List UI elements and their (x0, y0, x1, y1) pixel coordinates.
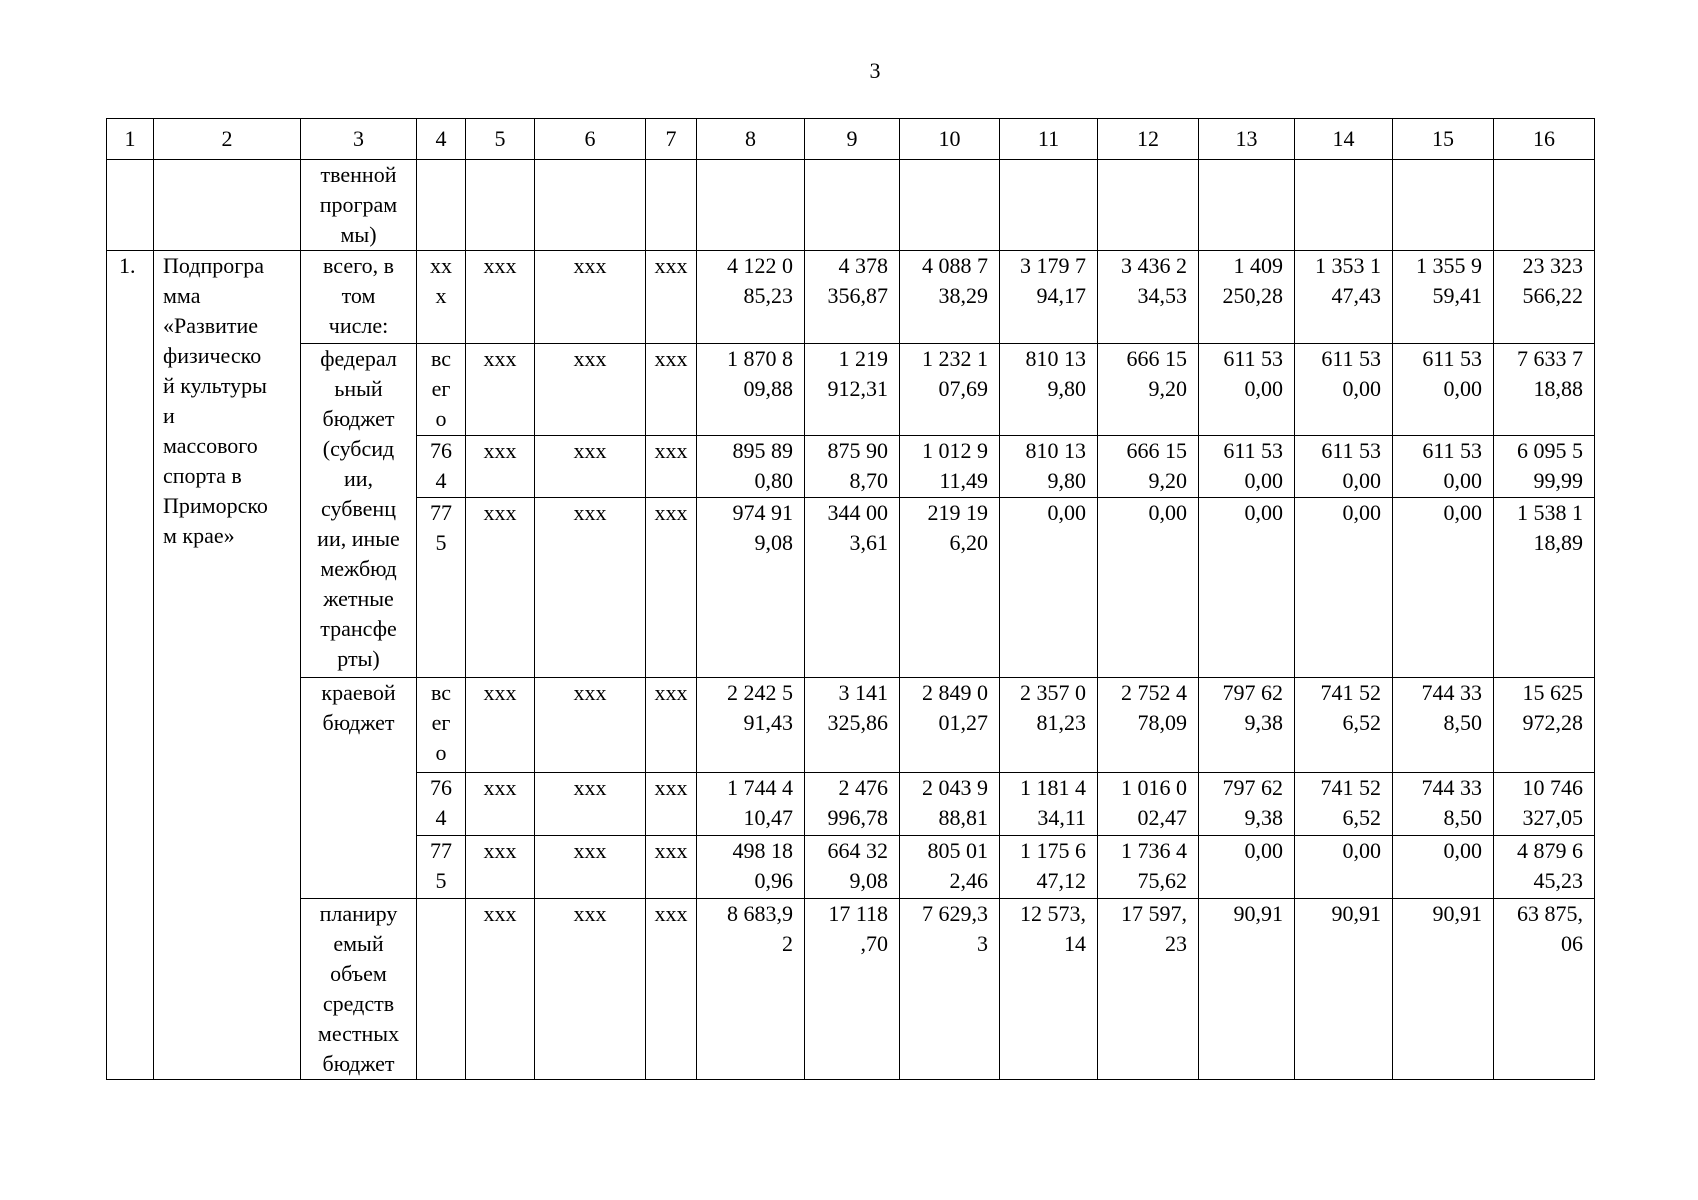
empty-cell (900, 160, 1000, 251)
amount-cell: 0,00 (1098, 498, 1199, 678)
amount-cell: 90,91 (1393, 899, 1494, 1080)
funding-source-cell: всего, в том числе: (301, 251, 417, 344)
amount-cell: 3 141 325,86 (805, 678, 900, 773)
placeholder-cell: ххх (466, 836, 535, 899)
placeholder-cell: ххх (535, 251, 646, 344)
placeholder-cell: ххх (466, 344, 535, 436)
placeholder-cell: ххх (646, 344, 697, 436)
funding-source-cell: федерал ьный бюджет (субсид ии, субвенц ии, иные межбюд жетные трансфе рты) (301, 344, 417, 678)
amount-cell: 805 01 2,46 (900, 836, 1000, 899)
amount-cell: 17 118 ,70 (805, 899, 900, 1080)
amount-cell: 611 53 0,00 (1295, 436, 1393, 498)
header-cell-14: 14 (1295, 119, 1393, 160)
amount-cell: 666 15 9,20 (1098, 436, 1199, 498)
placeholder-cell: ххх (535, 899, 646, 1080)
amount-cell: 875 90 8,70 (805, 436, 900, 498)
amount-cell: 2 849 0 01,27 (900, 678, 1000, 773)
amount-cell: 810 13 9,80 (1000, 344, 1098, 436)
amount-cell: 23 323 566,22 (1494, 251, 1595, 344)
amount-cell: 4 122 0 85,23 (697, 251, 805, 344)
amount-cell: 2 043 9 88,81 (900, 773, 1000, 836)
header-cell-10: 10 (900, 119, 1000, 160)
placeholder-cell: ххх (646, 773, 697, 836)
placeholder-cell: ххх (646, 836, 697, 899)
amount-cell: 1 353 1 47,43 (1295, 251, 1393, 344)
placeholder-cell: ххх (646, 899, 697, 1080)
header-cell-2: 2 (154, 119, 301, 160)
amount-cell: 611 53 0,00 (1199, 436, 1295, 498)
placeholder-cell: ххх (646, 498, 697, 678)
amount-cell: 219 19 6,20 (900, 498, 1000, 678)
funding-source-cell: планиру емый объем средств местных бюджет (301, 899, 417, 1080)
amount-cell: 797 62 9,38 (1199, 773, 1295, 836)
amount-cell: 10 746 327,05 (1494, 773, 1595, 836)
amount-cell: 611 53 0,00 (1393, 436, 1494, 498)
amount-cell: 17 597, 23 (1098, 899, 1199, 1080)
placeholder-cell: ххх (466, 498, 535, 678)
empty-cell (535, 160, 646, 251)
amount-cell: 810 13 9,80 (1000, 436, 1098, 498)
continuation-row (107, 160, 1595, 251)
empty-cell (466, 160, 535, 251)
table-row (107, 251, 1595, 344)
amount-cell: 666 15 9,20 (1098, 344, 1199, 436)
amount-cell: 1 736 4 75,62 (1098, 836, 1199, 899)
amount-cell: 498 18 0,96 (697, 836, 805, 899)
table-body (107, 160, 1595, 1080)
table-row (107, 344, 1595, 436)
placeholder-cell: ххх (535, 344, 646, 436)
placeholder-cell: ххх (466, 251, 535, 344)
header-cell-13: 13 (1199, 119, 1295, 160)
amount-cell: 2 752 4 78,09 (1098, 678, 1199, 773)
header-cell-9: 9 (805, 119, 900, 160)
placeholder-cell: ххх (646, 678, 697, 773)
budget-code-cell: вс ег о (417, 678, 466, 773)
placeholder-cell: ххх (466, 899, 535, 1080)
amount-cell: 4 088 7 38,29 (900, 251, 1000, 344)
funding-table (106, 118, 1595, 1080)
empty-cell (1295, 160, 1393, 251)
table-header (107, 119, 1595, 160)
budget-code-cell: хх х (417, 251, 466, 344)
placeholder-cell: ххх (466, 436, 535, 498)
budget-code-cell (417, 899, 466, 1080)
amount-cell: 0,00 (1000, 498, 1098, 678)
amount-cell: 7 629,3 3 (900, 899, 1000, 1080)
header-cell-4: 4 (417, 119, 466, 160)
amount-cell: 6 095 5 99,99 (1494, 436, 1595, 498)
amount-cell: 344 00 3,61 (805, 498, 900, 678)
empty-cell (697, 160, 805, 251)
placeholder-cell: ххх (535, 436, 646, 498)
amount-cell: 90,91 (1199, 899, 1295, 1080)
amount-cell: 1 232 1 07,69 (900, 344, 1000, 436)
item-name: Подпрогра мма «Развитие физическо й культуры и массового спорта в Приморско м крае» (154, 251, 301, 1080)
amount-cell: 2 357 0 81,23 (1000, 678, 1098, 773)
amount-cell: 0,00 (1393, 836, 1494, 899)
amount-cell: 797 62 9,38 (1199, 678, 1295, 773)
amount-cell: 2 476 996,78 (805, 773, 900, 836)
amount-cell: 0,00 (1393, 498, 1494, 678)
empty-cell (1494, 160, 1595, 251)
amount-cell: 7 633 7 18,88 (1494, 344, 1595, 436)
amount-cell: 1 538 1 18,89 (1494, 498, 1595, 678)
header-cell-6: 6 (535, 119, 646, 160)
amount-cell: 63 875, 06 (1494, 899, 1595, 1080)
budget-code-cell: 77 5 (417, 836, 466, 899)
amount-cell: 1 219 912,31 (805, 344, 900, 436)
amount-cell: 0,00 (1199, 836, 1295, 899)
placeholder-cell: ххх (646, 436, 697, 498)
placeholder-cell: ххх (466, 773, 535, 836)
placeholder-cell: ххх (535, 678, 646, 773)
amount-cell: 895 89 0,80 (697, 436, 805, 498)
placeholder-cell: ххх (646, 251, 697, 344)
placeholder-cell: ххх (466, 678, 535, 773)
table-row (107, 678, 1595, 773)
empty-cell (1393, 160, 1494, 251)
amount-cell: 611 53 0,00 (1199, 344, 1295, 436)
funding-source-cell: твенной програм мы) (301, 160, 417, 251)
amount-cell: 4 879 6 45,23 (1494, 836, 1595, 899)
amount-cell: 1 744 4 10,47 (697, 773, 805, 836)
amount-cell: 664 32 9,08 (805, 836, 900, 899)
item-number: 1. (107, 251, 154, 1080)
amount-cell: 1 409 250,28 (1199, 251, 1295, 344)
amount-cell: 1 012 9 11,49 (900, 436, 1000, 498)
amount-cell: 0,00 (1295, 836, 1393, 899)
amount-cell: 744 33 8,50 (1393, 773, 1494, 836)
empty-cell (154, 160, 301, 251)
page-number: 3 (869, 58, 881, 83)
amount-cell: 3 436 2 34,53 (1098, 251, 1199, 344)
header-cell-3: 3 (301, 119, 417, 160)
amount-cell: 744 33 8,50 (1393, 678, 1494, 773)
amount-cell: 741 52 6,52 (1295, 773, 1393, 836)
budget-code-cell: вс ег о (417, 344, 466, 436)
empty-cell (1199, 160, 1295, 251)
placeholder-cell: ххх (535, 498, 646, 678)
amount-cell: 3 179 7 94,17 (1000, 251, 1098, 344)
amount-cell: 1 175 6 47,12 (1000, 836, 1098, 899)
header-cell-7: 7 (646, 119, 697, 160)
empty-cell (417, 160, 466, 251)
amount-cell: 1 870 8 09,88 (697, 344, 805, 436)
amount-cell: 90,91 (1295, 899, 1393, 1080)
amount-cell: 1 355 9 59,41 (1393, 251, 1494, 344)
amount-cell: 0,00 (1199, 498, 1295, 678)
amount-cell: 1 181 4 34,11 (1000, 773, 1098, 836)
budget-code-cell: 77 5 (417, 498, 466, 678)
empty-cell (646, 160, 697, 251)
header-cell-8: 8 (697, 119, 805, 160)
amount-cell: 1 016 0 02,47 (1098, 773, 1199, 836)
placeholder-cell: ххх (535, 773, 646, 836)
amount-cell: 974 91 9,08 (697, 498, 805, 678)
table-row (107, 899, 1595, 1080)
placeholder-cell: ххх (535, 836, 646, 899)
header-cell-5: 5 (466, 119, 535, 160)
header-cell-1: 1 (107, 119, 154, 160)
amount-cell: 12 573, 14 (1000, 899, 1098, 1080)
amount-cell: 741 52 6,52 (1295, 678, 1393, 773)
budget-code-cell: 76 4 (417, 436, 466, 498)
header-cell-11: 11 (1000, 119, 1098, 160)
header-cell-16: 16 (1494, 119, 1595, 160)
amount-cell: 4 378 356,87 (805, 251, 900, 344)
funding-source-cell: краевой бюджет (301, 678, 417, 899)
header-cell-15: 15 (1393, 119, 1494, 160)
amount-cell: 8 683,9 2 (697, 899, 805, 1080)
amount-cell: 0,00 (1295, 498, 1393, 678)
empty-cell (1000, 160, 1098, 251)
amount-cell: 2 242 5 91,43 (697, 678, 805, 773)
amount-cell: 611 53 0,00 (1393, 344, 1494, 436)
empty-cell (805, 160, 900, 251)
budget-code-cell: 76 4 (417, 773, 466, 836)
empty-cell (1098, 160, 1199, 251)
header-row (107, 119, 1595, 160)
amount-cell: 15 625 972,28 (1494, 678, 1595, 773)
empty-cell (107, 160, 154, 251)
amount-cell: 611 53 0,00 (1295, 344, 1393, 436)
header-cell-12: 12 (1098, 119, 1199, 160)
